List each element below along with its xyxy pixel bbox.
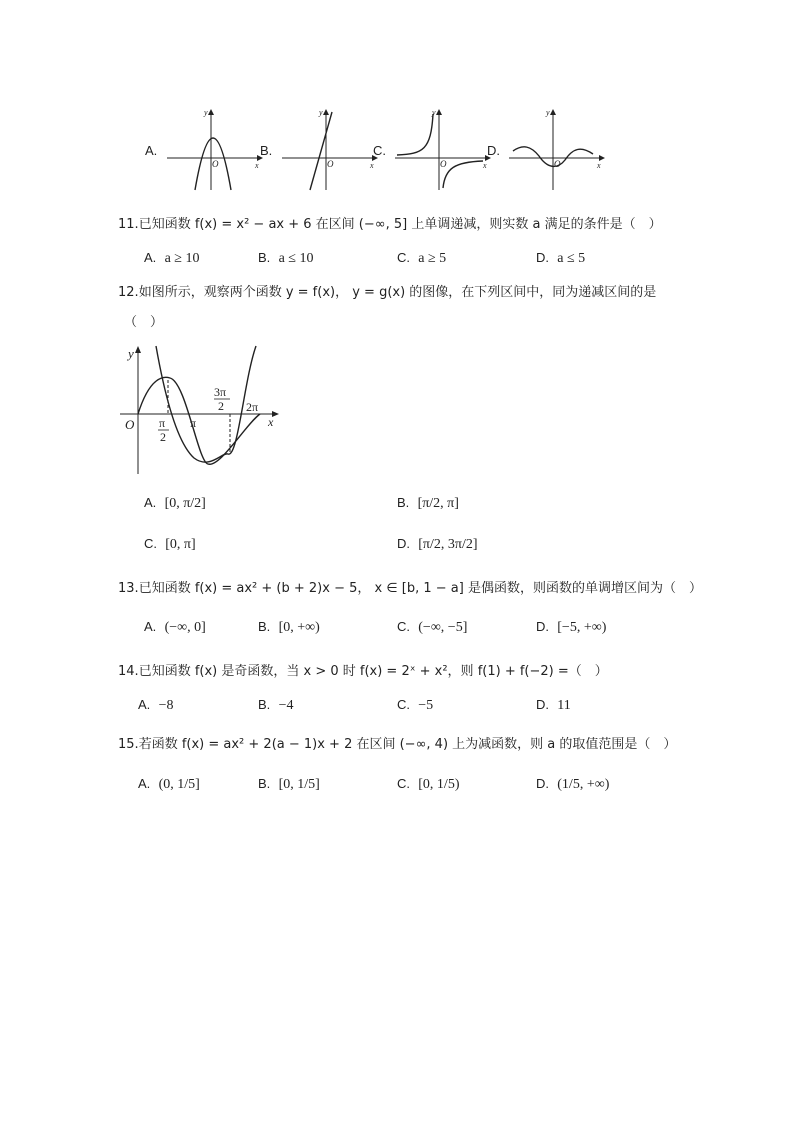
q14-option-c[interactable]: C. −5: [397, 697, 434, 713]
q11-option-a[interactable]: A. a ≥ 10: [144, 250, 200, 266]
tick-three-pi-half-den: 2: [218, 399, 224, 413]
curve-line: [310, 112, 332, 190]
q14-option-a[interactable]: A. −8: [138, 697, 174, 713]
y-arrow-icon: [323, 109, 329, 115]
question-13-stem: [118, 577, 702, 596]
axis-y-label: y: [319, 108, 323, 117]
question-12-paren: （ ）: [124, 315, 164, 330]
tick-pi-half-num: π: [159, 416, 166, 430]
question-number: 13.: [118, 581, 139, 596]
q10-graph-a: [165, 106, 265, 192]
q12-option-c[interactable]: C. [0, π]: [144, 536, 196, 552]
q10-graph-c: [393, 106, 493, 192]
q15-option-a[interactable]: A. (0, 1/5]: [138, 776, 200, 792]
q15-option-c[interactable]: C. [0, 1/5): [397, 776, 460, 792]
question-text: 若函数 f(x) = ax² + 2(a − 1)x + 2 在区间 (−∞, 4) 上为减函数，则 a 的取值范围是（ ）: [138, 737, 677, 752]
question-number: 11.: [118, 217, 139, 232]
q13-option-a[interactable]: A. (−∞, 0]: [144, 619, 206, 635]
question-number: 12.: [118, 285, 139, 300]
curve-f: [138, 377, 260, 464]
question-12-stem: [118, 281, 656, 300]
q10-graph-d: [507, 106, 607, 192]
axis-x-label: x: [370, 161, 374, 170]
y-arrow-icon: [436, 109, 442, 115]
q15-option-d[interactable]: D. (1/5, +∞): [536, 776, 610, 792]
origin-label: O: [125, 417, 135, 432]
q15-option-b[interactable]: B. [0, 1/5]: [258, 776, 320, 792]
axis-y-label: y: [432, 108, 436, 117]
tick-three-pi-half-num: 3π: [214, 385, 227, 399]
origin-label: O: [327, 159, 334, 169]
question-15-stem: [118, 733, 676, 752]
q10-option-d-label: D.: [487, 143, 500, 158]
origin-label: O: [554, 159, 561, 169]
tick-pi: π: [190, 416, 197, 430]
q11-option-d[interactable]: D. a ≤ 5: [536, 250, 586, 266]
q11-option-c[interactable]: C. a ≥ 5: [397, 250, 447, 266]
q12-option-b[interactable]: B. [π/2, π]: [397, 495, 459, 511]
q12-option-d[interactable]: D. [π/2, 3π/2]: [397, 536, 478, 552]
axis-y-label: y: [204, 108, 208, 117]
q10-option-a-label: A.: [145, 143, 158, 158]
tick-two-pi: 2π: [246, 400, 259, 414]
axis-x-label: x: [268, 415, 274, 429]
axis-x-label: x: [597, 161, 601, 170]
question-text: 已知函数 f(x) = x² − ax + 6 在区间 (−∞, 5] 上单调递减，则实数 a 满足的条件是（ ）: [138, 217, 662, 232]
origin-label: O: [440, 159, 447, 169]
q12-graph: [116, 340, 288, 480]
question-11-stem: [118, 213, 662, 232]
y-arrow-icon: [208, 109, 214, 115]
question-14-stem: [118, 660, 608, 679]
q11-option-b[interactable]: B. a ≤ 10: [258, 250, 314, 266]
q10-option-c-label: C.: [373, 143, 386, 158]
axis-x-label: x: [255, 161, 259, 170]
question-text: 如图所示，观察两个函数 y = f(x)， y = g(x) 的图像，在下列区间中，同为递减区间的是: [138, 285, 657, 300]
question-text: 已知函数 f(x) 是奇函数，当 x > 0 时 f(x) = 2ˣ + x²，则 f(1) + f(−2) =（ ）: [138, 664, 608, 679]
question-text: 已知函数 f(x) = ax² + (b + 2)x − 5， x ∈ [b, 1 − a] 是偶函数，则函数的单调增区间为（ ）: [138, 581, 702, 596]
axis-x-label: x: [483, 161, 487, 170]
q14-option-b[interactable]: B. −4: [258, 697, 294, 713]
q12-option-a[interactable]: A. [0, π/2]: [144, 495, 206, 511]
curve-g: [156, 346, 259, 462]
q13-option-c[interactable]: C. (−∞, −5]: [397, 619, 468, 635]
y-arrow-icon: [135, 346, 141, 353]
q13-option-d[interactable]: D. [−5, +∞): [536, 619, 607, 635]
curve-hyperbola-right: [443, 161, 483, 188]
axis-y-label: y: [546, 108, 550, 117]
tick-pi-half-den: 2: [160, 430, 166, 444]
question-number: 15.: [118, 737, 139, 752]
q10-option-b-label: B.: [260, 143, 273, 158]
axis-y-label: y: [128, 346, 134, 361]
q10-graph-b: [280, 106, 380, 192]
q14-option-d[interactable]: D. 11: [536, 697, 571, 713]
question-number: 14.: [118, 664, 139, 679]
y-arrow-icon: [550, 109, 556, 115]
curve-hyperbola-left: [397, 114, 433, 155]
q13-option-b[interactable]: B. [0, +∞): [258, 619, 320, 635]
origin-label: O: [212, 159, 219, 169]
